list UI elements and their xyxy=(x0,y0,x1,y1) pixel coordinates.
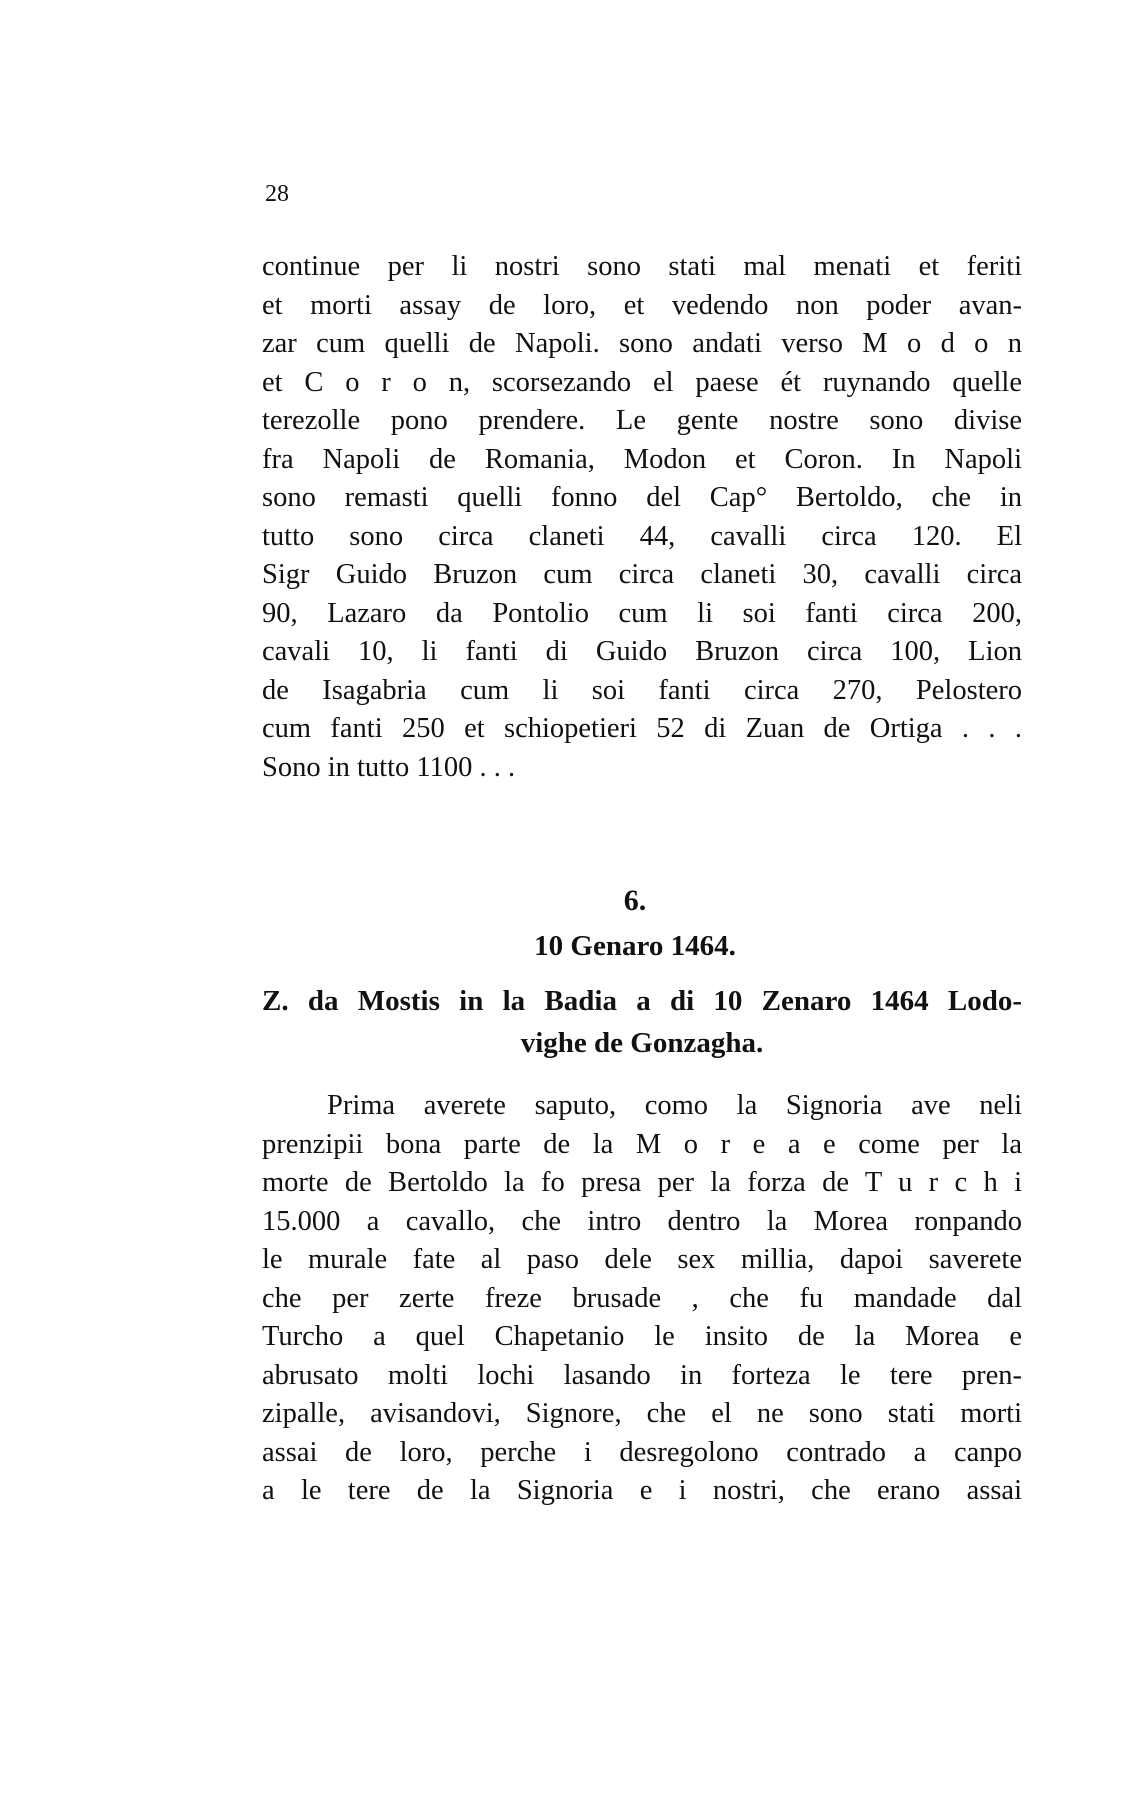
text-line: Turcho a quel Chapetanio le insito de la Morea e xyxy=(262,1321,1022,1352)
page-number: 28 xyxy=(265,181,289,207)
text-line: 15.000 a cavallo, che intro dentro la Morea ronpando xyxy=(262,1205,1022,1237)
text-line: Sono in tutto 1100 . . . xyxy=(262,751,516,783)
text-line: morte de Bertoldo la fo presa per la forza de T u r c h i xyxy=(262,1167,1022,1198)
text-line: tutto sono circa claneti 44, cavalli circa 120. El xyxy=(262,520,1022,552)
text-line: a le tere de la Signoria e i nostri, che erano assai xyxy=(262,1475,1022,1506)
document-body xyxy=(262,1087,1022,1511)
heading-line: Z. da Mostis in la Badia a di 10 Zenaro 1464 Lodo- xyxy=(262,985,1022,1017)
text-line: le murale fate al paso dele sex millia, dapoi saverete xyxy=(262,1244,1022,1275)
text-line: 90, Lazaro da Pontolio cum li soi fanti circa 200, xyxy=(262,597,1022,629)
document-number: 6. xyxy=(623,884,647,917)
text-line: prenzipii bona parte de la M o r e a e come per la xyxy=(262,1128,1022,1160)
text-line: continue per li nostri sono stati mal menati et feriti xyxy=(262,251,1022,282)
continuation-paragraph xyxy=(262,248,1022,787)
text-line: et morti assay de loro, et vedendo non poder avan- xyxy=(262,289,1022,321)
text-line: abrusato molti lochi lasando in forteza le tere pren- xyxy=(262,1359,1022,1391)
text-line: sono remasti quelli fonno del Cap° Bertoldo, che in xyxy=(262,482,1022,513)
heading-line: vighe de Gonzagha. xyxy=(520,1027,764,1059)
text-line: Sigr Guido Bruzon cum circa claneti 30, cavalli circa xyxy=(262,559,1022,590)
text-line: fra Napoli de Romania, Modon et Coron. In Napoli xyxy=(262,443,1022,475)
text-line: zar cum quelli de Napoli. sono andati verso M o d o n xyxy=(262,328,1022,359)
document-date: 10 Genaro 1464. xyxy=(534,930,736,962)
text-line: Prima averete saputo, como la Signoria ave neli xyxy=(327,1090,1022,1121)
text-line: de Isagabria cum li soi fanti circa 270, Pelostero xyxy=(262,674,1022,706)
text-line: et C o r o n, scorsezando el paese ét ruynando quelle xyxy=(262,366,1022,398)
text-line: terezolle pono prendere. Le gente nostre sono divise xyxy=(262,405,1022,436)
text-line: cavali 10, li fanti di Guido Bruzon circa 100, Lion xyxy=(262,636,1022,667)
text-line: zipalle, avisandovi, Signore, che el ne sono stati morti xyxy=(262,1398,1022,1429)
text-line: che per zerte freze brusade , che fu mandade dal xyxy=(262,1282,1022,1314)
document-heading xyxy=(262,980,1022,1064)
text-line: assai de loro, perche i desregolono contrado a canpo xyxy=(262,1436,1022,1468)
text-line: cum fanti 250 et schiopetieri 52 di Zuan de Ortiga . . . xyxy=(262,713,1022,744)
